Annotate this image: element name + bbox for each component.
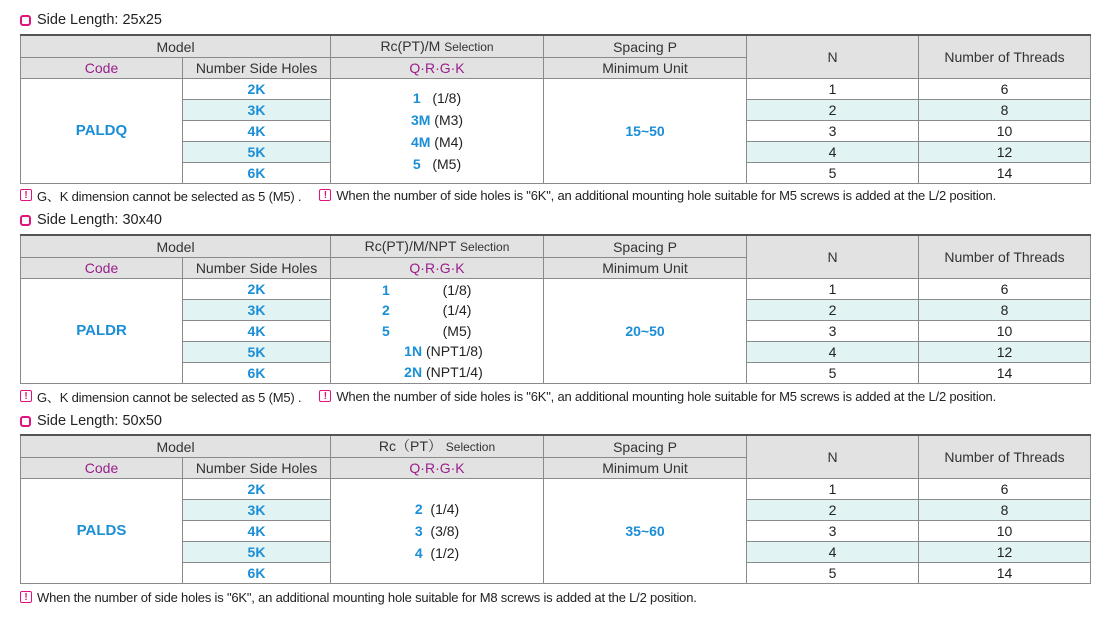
exclamation-icon: ! xyxy=(20,591,32,603)
section-title-30x40 xyxy=(20,210,162,230)
code-cell: PALDR xyxy=(21,279,183,384)
threads-cell: 10 xyxy=(919,121,1091,142)
section-title-25x25 xyxy=(20,10,162,30)
circle-bullet-icon xyxy=(20,416,31,427)
n-cell: 5 xyxy=(747,363,919,384)
section-title-text: Side Length: 50x50 xyxy=(37,413,162,429)
exclamation-icon: ! xyxy=(319,390,331,402)
side-holes-cell: 5K xyxy=(183,342,331,363)
n-cell: 3 xyxy=(747,321,919,342)
note-text: G、K dimension cannot be selected as 5 (M5) . xyxy=(37,389,302,405)
threads-cell: 8 xyxy=(919,300,1091,321)
threads-cell: 12 xyxy=(919,142,1091,163)
threads-cell: 8 xyxy=(919,500,1091,521)
exclamation-icon: ! xyxy=(319,189,331,201)
notes-row xyxy=(20,186,996,204)
spacing-header: Spacing P xyxy=(544,35,747,58)
threads-header: Number of Threads xyxy=(919,435,1091,479)
min-unit-header: Minimum Unit xyxy=(544,458,747,479)
qrgk-header: Q·R·G·K xyxy=(331,258,544,279)
notes-row xyxy=(20,387,996,405)
side-holes-cell: 3K xyxy=(183,500,331,521)
selection-item: 3M (M3) xyxy=(410,112,464,128)
side-holes-cell: 6K xyxy=(183,363,331,384)
selection-item: 1N (NPT1/8) xyxy=(404,343,483,360)
n-header: N xyxy=(747,235,919,279)
spec-table-palds xyxy=(20,434,1091,584)
n-header: N xyxy=(747,35,919,79)
code-header: Code xyxy=(21,458,183,479)
spacing-header: Spacing P xyxy=(544,235,747,258)
code-header: Code xyxy=(21,258,183,279)
selection-item: 1 (1/8) xyxy=(382,281,472,298)
note-text: When the number of side holes is "6K", an additional mounting hole suitable for M5 screws is added at the L/2 position. xyxy=(336,187,997,203)
side-holes-cell: 2K xyxy=(183,479,331,500)
threads-cell: 8 xyxy=(919,100,1091,121)
selection-item: 1 (1/8) xyxy=(412,90,462,106)
spec-table-paldq xyxy=(20,34,1091,184)
selection-item: 2 (1/4) xyxy=(382,302,472,319)
threads-cell: 12 xyxy=(919,542,1091,563)
side-holes-cell: 4K xyxy=(183,321,331,342)
exclamation-icon: ! xyxy=(20,390,32,402)
side-holes-header: Number Side Holes xyxy=(183,58,331,79)
note-text: When the number of side holes is "6K", an additional mounting hole suitable for M8 screws is added at the L/2 position. xyxy=(37,589,697,605)
selection-header: Rc（PT） Selection xyxy=(331,435,544,458)
n-header: N xyxy=(747,435,919,479)
code-header: Code xyxy=(21,58,183,79)
code-cell: PALDQ xyxy=(21,79,183,184)
code-cell: PALDS xyxy=(21,479,183,584)
side-holes-cell: 2K xyxy=(183,79,331,100)
selection-item: 5 (M5) xyxy=(412,156,462,172)
n-cell: 2 xyxy=(747,500,919,521)
side-holes-cell: 2K xyxy=(183,279,331,300)
side-holes-cell: 3K xyxy=(183,100,331,121)
n-cell: 1 xyxy=(747,479,919,500)
circle-bullet-icon xyxy=(20,215,31,226)
model-header: Model xyxy=(21,435,331,458)
n-cell: 2 xyxy=(747,100,919,121)
spec-table-paldr xyxy=(20,234,1091,384)
threads-cell: 10 xyxy=(919,521,1091,542)
selection-cell xyxy=(331,479,544,584)
side-holes-header: Number Side Holes xyxy=(183,258,331,279)
note-text: G、K dimension cannot be selected as 5 (M5) . xyxy=(37,188,302,204)
qrgk-header: Q·R·G·K xyxy=(331,458,544,479)
side-holes-header: Number Side Holes xyxy=(183,458,331,479)
threads-cell: 14 xyxy=(919,363,1091,384)
selection-item: 2 (1/4) xyxy=(414,501,460,517)
threads-header: Number of Threads xyxy=(919,235,1091,279)
side-holes-cell: 6K xyxy=(183,163,331,184)
exclamation-icon: ! xyxy=(20,189,32,201)
section-title-50x50 xyxy=(20,411,162,431)
side-holes-cell: 6K xyxy=(183,563,331,584)
circle-bullet-icon xyxy=(20,15,31,26)
n-cell: 5 xyxy=(747,563,919,584)
threads-cell: 6 xyxy=(919,79,1091,100)
selection-cell xyxy=(331,279,544,384)
selection-item: 4M (M4) xyxy=(410,134,464,150)
spacing-cell: 20~50 xyxy=(544,279,747,384)
qrgk-header: Q·R·G·K xyxy=(331,58,544,79)
n-cell: 2 xyxy=(747,300,919,321)
selection-header: Rc(PT)/M Selection xyxy=(331,35,544,58)
n-cell: 1 xyxy=(747,79,919,100)
threads-cell: 10 xyxy=(919,321,1091,342)
side-holes-cell: 5K xyxy=(183,542,331,563)
spacing-cell: 15~50 xyxy=(544,79,747,184)
threads-header: Number of Threads xyxy=(919,35,1091,79)
threads-cell: 12 xyxy=(919,342,1091,363)
threads-cell: 14 xyxy=(919,563,1091,584)
spacing-header: Spacing P xyxy=(544,435,747,458)
min-unit-header: Minimum Unit xyxy=(544,58,747,79)
n-cell: 5 xyxy=(747,163,919,184)
selection-item: 3 (3/8) xyxy=(414,523,460,539)
side-holes-cell: 3K xyxy=(183,300,331,321)
threads-cell: 6 xyxy=(919,279,1091,300)
model-header: Model xyxy=(21,235,331,258)
threads-cell: 14 xyxy=(919,163,1091,184)
spacing-cell: 35~60 xyxy=(544,479,747,584)
notes-row xyxy=(20,588,697,606)
section-title-text: Side Length: 30x40 xyxy=(37,212,162,228)
selection-item: 2N (NPT1/4) xyxy=(404,363,483,380)
side-holes-cell: 4K xyxy=(183,121,331,142)
side-holes-cell: 4K xyxy=(183,521,331,542)
min-unit-header: Minimum Unit xyxy=(544,258,747,279)
n-cell: 4 xyxy=(747,342,919,363)
n-cell: 4 xyxy=(747,542,919,563)
selection-item: 5 (M5) xyxy=(382,322,472,339)
selection-header: Rc(PT)/M/NPT Selection xyxy=(331,235,544,258)
n-cell: 3 xyxy=(747,521,919,542)
n-cell: 1 xyxy=(747,279,919,300)
section-title-text: Side Length: 25x25 xyxy=(37,12,162,28)
selection-item: 4 (1/2) xyxy=(414,545,460,561)
n-cell: 4 xyxy=(747,142,919,163)
note-text: When the number of side holes is "6K", an additional mounting hole suitable for M5 screws is added at the L/2 position. xyxy=(336,388,997,404)
model-header: Model xyxy=(21,35,331,58)
side-holes-cell: 5K xyxy=(183,142,331,163)
selection-cell xyxy=(331,79,544,184)
n-cell: 3 xyxy=(747,121,919,142)
threads-cell: 6 xyxy=(919,479,1091,500)
